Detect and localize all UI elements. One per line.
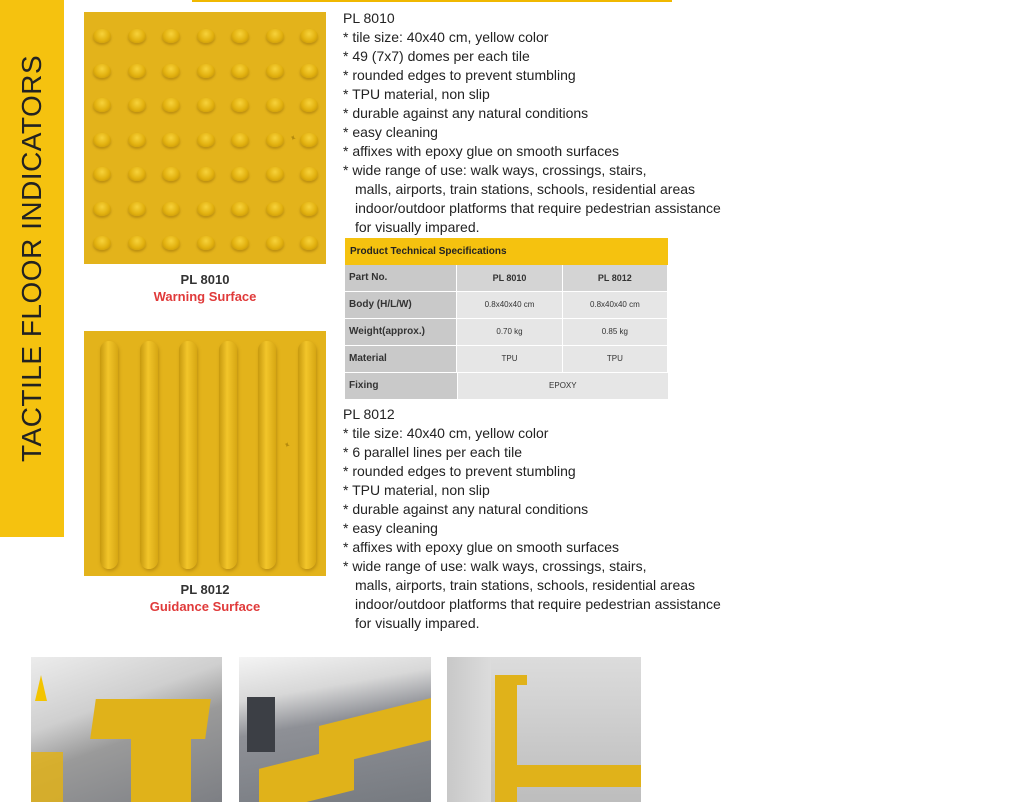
- table-cell: 0.8x40x40 cm: [457, 292, 561, 318]
- table-cell: Fixing: [345, 373, 457, 399]
- spec-line: * 49 (7x7) domes per each tile: [343, 48, 530, 64]
- table-cell: TPU: [563, 346, 667, 372]
- tactile-strip: [31, 752, 63, 802]
- spec-line-continued: indoor/outdoor platforms that require pedestrian assistance: [355, 200, 721, 216]
- dome: [266, 98, 284, 112]
- dome: [300, 98, 318, 112]
- side-title: TACTILE FLOOR INDICATORS: [16, 54, 47, 462]
- dome: [231, 98, 249, 112]
- table-cell: EPOXY: [458, 373, 668, 399]
- spec-line-continued: for visually impared.: [355, 615, 480, 631]
- dome: [162, 133, 180, 147]
- dome: [266, 64, 284, 78]
- spec-line: * durable against any natural conditions: [343, 501, 589, 517]
- spec-line: * rounded edges to prevent stumbling: [343, 463, 576, 479]
- dome: [300, 64, 318, 78]
- spec-line: * rounded edges to prevent stumbling: [343, 67, 576, 83]
- tile-surface-type: Warning Surface: [153, 289, 257, 304]
- dome: [93, 29, 111, 43]
- dome: [197, 29, 215, 43]
- spec-line-continued: malls, airports, train stations, schools, residential areas: [355, 181, 696, 197]
- spec-line: * easy cleaning: [343, 124, 438, 140]
- dome: [162, 167, 180, 181]
- table-cell: PL 8010: [457, 265, 561, 291]
- spec-line: * TPU material, non slip: [343, 482, 490, 498]
- table-header-row: [345, 265, 668, 291]
- spec-line: * affixes with epoxy glue on smooth surfaces: [343, 539, 620, 555]
- dome: [231, 64, 249, 78]
- tactile-strip: [505, 675, 527, 685]
- tactile-strip: [90, 699, 211, 739]
- tile-code: PL 8012: [180, 582, 230, 597]
- dome: [266, 133, 284, 147]
- dome: [197, 167, 215, 181]
- dome: [128, 64, 146, 78]
- guidance-bar: [100, 341, 118, 569]
- dome: [162, 29, 180, 43]
- dome: [266, 236, 284, 250]
- tile-surface-type: Guidance Surface: [149, 599, 261, 614]
- guidance-bar: [258, 341, 276, 569]
- spec-line-continued: for visually impared.: [355, 219, 480, 235]
- spec-line: * 6 parallel lines per each tile: [343, 444, 522, 460]
- dome: [231, 133, 249, 147]
- dome: [266, 29, 284, 43]
- installation-photo-stairs: [31, 657, 222, 802]
- dome: [300, 133, 318, 147]
- table-cell: TPU: [457, 346, 561, 372]
- guidance-bar: [219, 341, 237, 569]
- dome: [231, 29, 249, 43]
- spec-code: PL 8012: [343, 406, 395, 422]
- guidance-caption: [84, 582, 326, 614]
- spec-line: * wide range of use: walk ways, crossings, stairs,: [343, 162, 647, 178]
- spec-list-8012: [343, 405, 721, 633]
- table-cell: PL 8012: [563, 265, 667, 291]
- tactile-strip: [517, 765, 641, 787]
- wet-floor-sign-icon: [35, 675, 47, 701]
- dome: [128, 133, 146, 147]
- table-row: [345, 292, 668, 318]
- dome: [93, 64, 111, 78]
- table-row: [345, 346, 668, 372]
- spec-table: [345, 265, 668, 400]
- spec-line: * tile size: 40x40 cm, yellow color: [343, 425, 549, 441]
- spec-line: * TPU material, non slip: [343, 86, 490, 102]
- guidance-bar: [179, 341, 197, 569]
- tile-logo-mark: ✦: [288, 134, 299, 143]
- spec-list-8010: [343, 9, 721, 237]
- escalator-rail: [247, 697, 275, 752]
- tactile-strip: [259, 745, 354, 802]
- dome: [300, 236, 318, 250]
- dome: [162, 64, 180, 78]
- warning-caption: [84, 272, 326, 304]
- table-cell: Weight(approx.): [345, 319, 456, 345]
- guidance-bar: [140, 341, 158, 569]
- spec-line: * easy cleaning: [343, 520, 438, 536]
- table-cell: 0.70 kg: [457, 319, 561, 345]
- dome: [197, 202, 215, 216]
- table-row: [345, 373, 668, 399]
- dome: [128, 236, 146, 250]
- spec-line: * affixes with epoxy glue on smooth surfaces: [343, 143, 620, 159]
- spec-line-continued: malls, airports, train stations, schools, residential areas: [355, 577, 696, 593]
- dome: [162, 98, 180, 112]
- tile-logo-mark: ✦: [282, 441, 293, 450]
- guidance-bar: [298, 341, 316, 569]
- dome: [266, 167, 284, 181]
- warning-tile-image: [84, 12, 326, 264]
- dome: [231, 167, 249, 181]
- table-cell: 0.8x40x40 cm: [563, 292, 667, 318]
- spec-table-title: Product Technical Specifications: [345, 238, 668, 265]
- dome: [197, 236, 215, 250]
- dome: [93, 202, 111, 216]
- table-row: [345, 319, 668, 345]
- tactile-strip: [131, 737, 191, 802]
- dome: [197, 98, 215, 112]
- dome: [128, 202, 146, 216]
- dome: [128, 98, 146, 112]
- tile-code: PL 8010: [180, 272, 230, 287]
- dome: [93, 98, 111, 112]
- dome: [266, 202, 284, 216]
- dome: [93, 133, 111, 147]
- table-cell: 0.85 kg: [563, 319, 667, 345]
- guidance-tile-image: [84, 331, 326, 576]
- table-cell: Body (H/L/W): [345, 292, 456, 318]
- dome: [162, 236, 180, 250]
- dome: [197, 133, 215, 147]
- dome: [300, 202, 318, 216]
- top-accent-rule: [192, 0, 672, 2]
- spec-line-continued: indoor/outdoor platforms that require pedestrian assistance: [355, 596, 721, 612]
- dome: [300, 29, 318, 43]
- dome: [93, 236, 111, 250]
- spec-line: * durable against any natural conditions: [343, 105, 589, 121]
- wall: [447, 657, 491, 802]
- spec-line: * wide range of use: walk ways, crossings, stairs,: [343, 558, 647, 574]
- table-cell: Material: [345, 346, 456, 372]
- dome: [128, 167, 146, 181]
- installation-photo-escalator: [239, 657, 431, 802]
- tactile-strip: [495, 675, 517, 802]
- installation-photo-corridor: [447, 657, 641, 802]
- dome: [162, 202, 180, 216]
- dome: [231, 236, 249, 250]
- dome: [300, 167, 318, 181]
- table-cell: Part No.: [345, 265, 456, 291]
- spec-line: * tile size: 40x40 cm, yellow color: [343, 29, 549, 45]
- spec-code: PL 8010: [343, 10, 395, 26]
- dome: [231, 202, 249, 216]
- dome: [128, 29, 146, 43]
- dome: [197, 64, 215, 78]
- dome: [93, 167, 111, 181]
